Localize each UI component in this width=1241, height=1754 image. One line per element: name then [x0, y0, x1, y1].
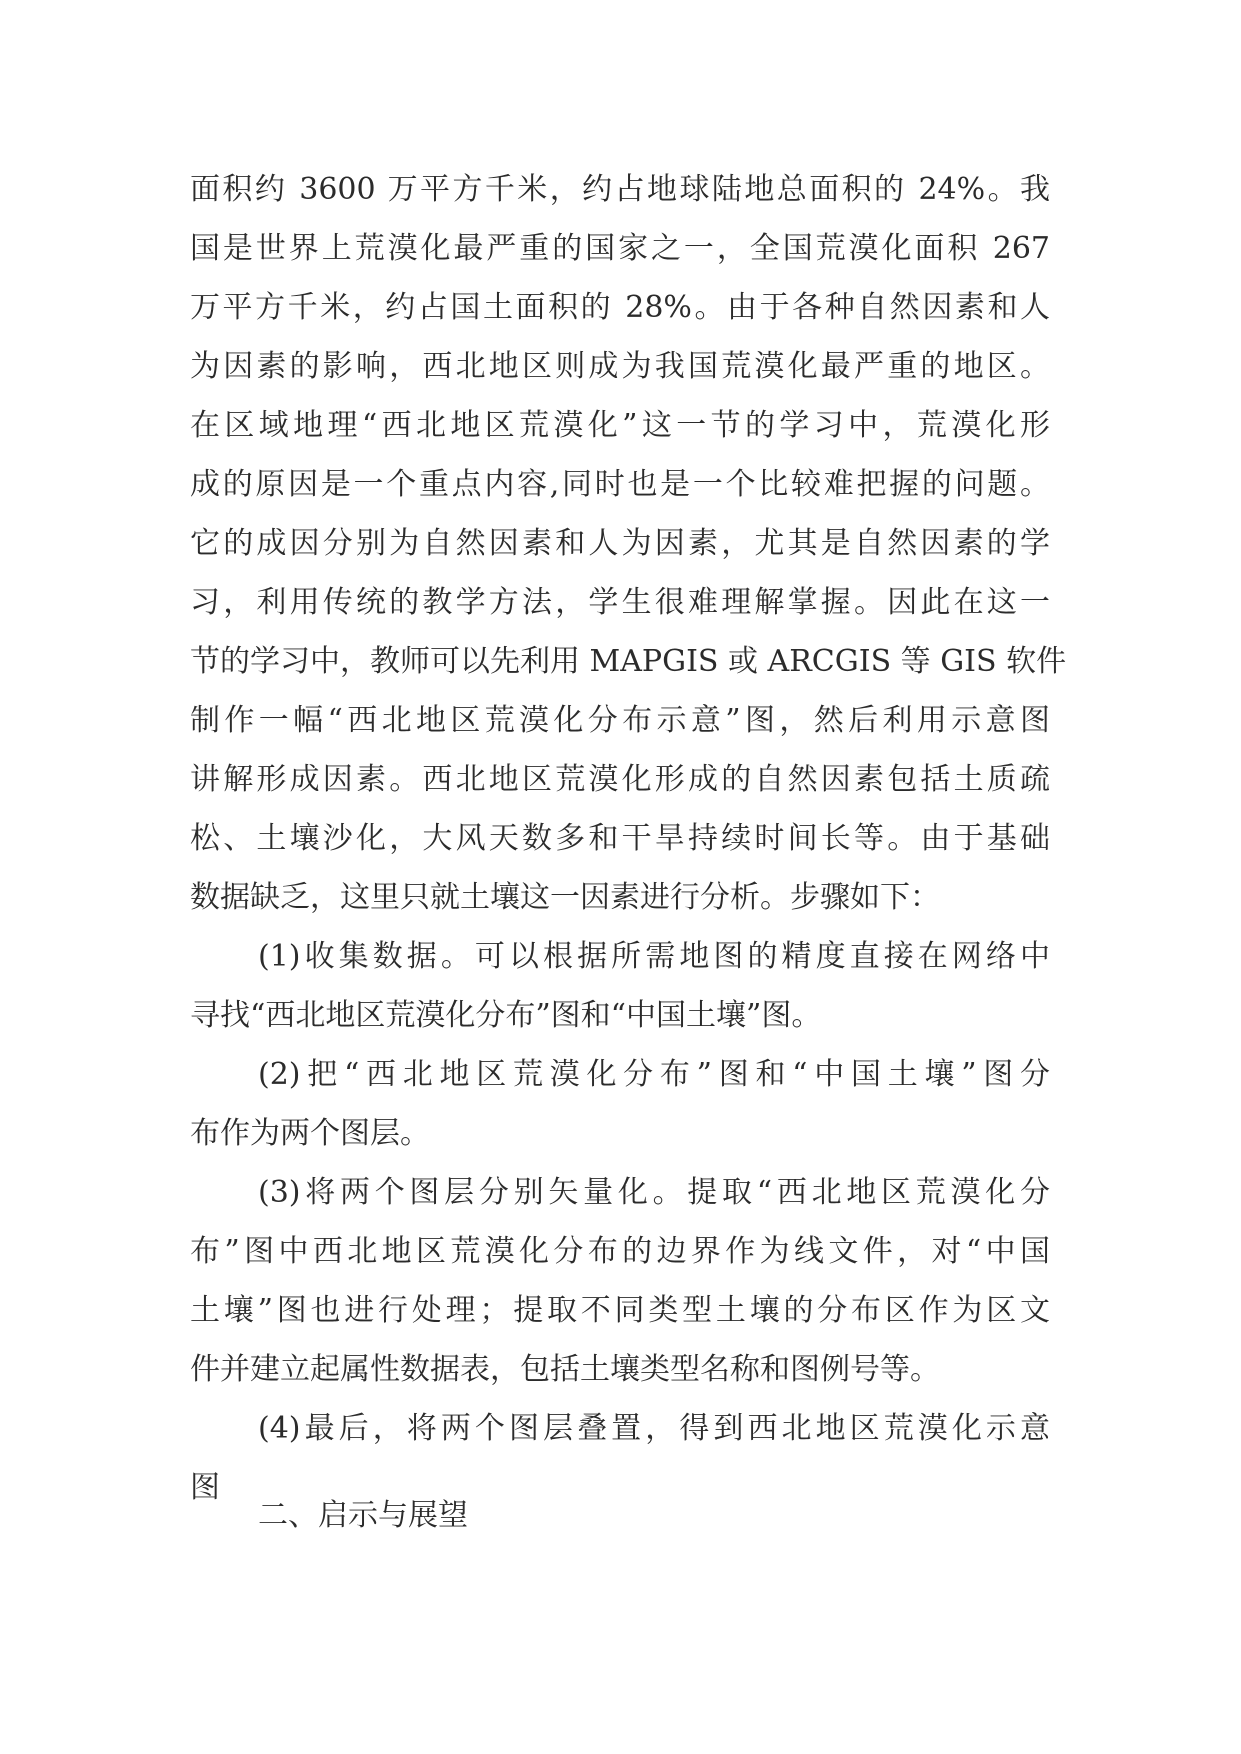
- text-line: 在区域地理“西北地区荒漠化”这一节的学习中，荒漠化形: [190, 408, 1050, 443]
- step-3-line: 布”图中西北地区荒漠化分布的边界作为线文件，对“中国: [190, 1234, 1050, 1269]
- text-line: 数据缺乏，这里只就土壤这一因素进行分析。步骤如下：: [190, 880, 940, 915]
- step-1-line: (1)收集数据。可以根据所需地图的精度直接在网络中: [258, 939, 1050, 974]
- step-3-line: 件并建立起属性数据表，包括土壤类型名称和图例号等。: [190, 1352, 940, 1387]
- text-line: 成的原因是一个重点内容,同时也是一个比较难把握的问题。: [190, 467, 1050, 502]
- text-line: 松、土壤沙化，大风天数多和干旱持续时间长等。由于基础: [190, 821, 1050, 856]
- step-2-line: 布作为两个图层。: [190, 1116, 430, 1151]
- text-line: 节的学习中，教师可以先利用 MAPGIS 或 ARCGIS 等 GIS 软件: [190, 644, 1067, 679]
- step-4-line: (4)最后，将两个图层叠置，得到西北地区荒漠化示意: [258, 1411, 1050, 1446]
- body-text: [190, 160, 1067, 1517]
- step-2-line: (2)把“西北地区荒漠化分布”图和“中国土壤”图分: [258, 1057, 1050, 1092]
- text-line: 万平方千米，约占国土面积的 28%。由于各种自然因素和人: [190, 290, 1050, 325]
- step-1-line: 寻找“西北地区荒漠化分布”图和“中国土壤”图。: [190, 998, 822, 1033]
- text-line: 习，利用传统的教学方法，学生很难理解掌握。因此在这一: [190, 585, 1050, 620]
- section-heading: 二、启示与展望: [258, 1498, 468, 1533]
- text-line: 它的成因分别为自然因素和人为因素，尤其是自然因素的学: [190, 526, 1050, 561]
- text-line: 为因素的影响，西北地区则成为我国荒漠化最严重的地区。: [190, 349, 1050, 384]
- text-line: 制作一幅“西北地区荒漠化分布示意”图，然后利用示意图: [190, 703, 1050, 738]
- step-3-line: 土壤”图也进行处理；提取不同类型土壤的分布区作为区文: [190, 1293, 1050, 1328]
- step-3-line: (3)将两个图层分别矢量化。提取“西北地区荒漠化分: [258, 1175, 1050, 1210]
- step-4-line: 图: [190, 1470, 220, 1505]
- text-line: 国是世界上荒漠化最严重的国家之一，全国荒漠化面积 267: [190, 231, 1050, 266]
- text-line: 讲解形成因素。西北地区荒漠化形成的自然因素包括土质疏: [190, 762, 1050, 797]
- text-line: 面积约 3600 万平方千米，约占地球陆地总面积的 24%。我: [190, 172, 1050, 207]
